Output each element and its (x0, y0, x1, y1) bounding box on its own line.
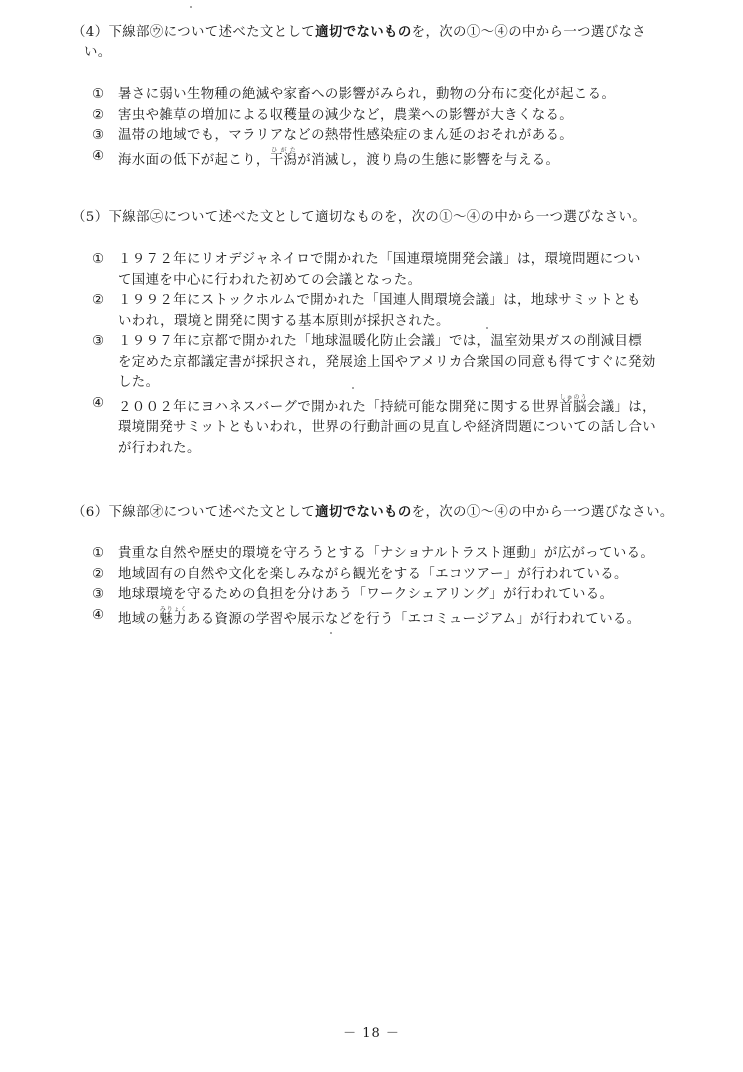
choice-line: した。 (118, 375, 160, 390)
question-4-prefix: （4）下線部 (72, 25, 150, 40)
choice-text: 地球環境を守るための負担を分けあう「ワークシェアリング」が行われている。 (118, 587, 614, 602)
choice-item (92, 85, 722, 106)
ruby-higata (269, 146, 298, 168)
question-4-instruction: を，次の①～④の中から一つ選びなさ (411, 25, 647, 40)
scan-speck (486, 327, 488, 329)
choice-text: 地域固有の自然や文化を楽しみながら観光をする「エコツアー」が行われている。 (118, 566, 628, 582)
question-4-choices (92, 85, 722, 171)
choice-text-part: 海水面の低下が起こり， (118, 152, 270, 168)
choice-line: が行われた。 (118, 440, 201, 456)
question-6-prefix: （6）下線部 (72, 505, 150, 520)
choice-text: 貴重な自然や歴史的環境を守ろうとする「ナショナルトラスト運動」が広がっている。 (118, 546, 655, 561)
ruby-base: 魅力 (159, 611, 187, 627)
choice-item (92, 332, 722, 394)
ruby-reading: しゅのう (559, 393, 587, 401)
scan-speck (352, 387, 354, 389)
question-4-instruction-cont: い。 (84, 45, 112, 60)
choice-line: を定めた京都議定書が採択され，発展途上国やアメリカ合衆国の同意も得てすぐに発効 (118, 354, 656, 370)
choice-text (118, 606, 722, 631)
ruby-reading: みりょく (159, 605, 187, 613)
choice-text-part: ある資源の学習や展示などを行う「エコミュージアム」が行われている。 (186, 611, 641, 627)
choice-text (118, 394, 722, 460)
choice-line: いわれ，環境と開発に関する基本原則が採択された。 (118, 313, 450, 329)
choice-item (92, 394, 722, 460)
question-5-prefix: （5）下線部 (72, 210, 150, 225)
question-6 (72, 502, 720, 523)
question-4-emphasis: 適切でないもの (315, 24, 412, 40)
choice-text: 害虫や雑草の増加による収穫量の減少など，農業への影響が大きくなる。 (118, 107, 574, 123)
choice-text: 温帯の地域でも，マラリアなどの熱帯性感染症のまん延のおそれがある。 (118, 128, 574, 143)
choice-text (118, 291, 722, 332)
ruby-miryoku (159, 605, 187, 627)
page-number: － 18 － (343, 1026, 400, 1041)
choice-item (92, 250, 722, 291)
ruby-shunou (559, 393, 587, 415)
choice-line: 環境開発サミットともいわれ，世界の行動計画の見直しや経済問題についての話し合い (118, 420, 657, 435)
choice-number: ② (92, 566, 105, 582)
choice-number: ① (92, 87, 105, 102)
choice-number: ④ (92, 395, 105, 411)
choice-number: ③ (92, 128, 105, 143)
choice-text-part: が消滅し，渡り鳥の生態に影響を与える。 (297, 152, 560, 168)
choice-item (92, 291, 722, 332)
choice-text-part: ２００２年にヨハネスバーグで開かれた「持続可能な開発に関する世界 (118, 399, 560, 415)
choice-text (118, 332, 722, 394)
choice-line: １９９２年にストックホルムで開かれた「国連人間環境会議」は，地球サミットとも (118, 293, 641, 308)
choice-line: １９７２年にリオデジャネイロで開かれた「国連環境開発会議」は，環境問題につい (118, 252, 641, 267)
question-5-choices (92, 250, 722, 459)
underline-marker-u: ㋒ (149, 25, 164, 40)
choice-item (92, 147, 722, 172)
choice-text (118, 147, 722, 172)
ruby-base: 干潟 (269, 152, 298, 168)
question-6-instruction: を，次の①～④の中から一つ選びなさい。 (411, 505, 674, 520)
choice-item (92, 126, 722, 147)
choice-text-part: 地域の (118, 611, 160, 627)
choice-number: ④ (92, 148, 105, 164)
choice-number: ② (92, 107, 105, 123)
choice-text: 暑さに弱い生物種の絶滅や家畜への影響がみられ，動物の分布に変化が起こる。 (118, 87, 616, 102)
question-4 (72, 22, 720, 63)
choice-line (118, 394, 722, 419)
choice-line: １９９７年に京都で開かれた「地球温暖化防止会議」では，温室効果ガスの削減目標 (118, 334, 643, 349)
scan-speck (330, 632, 332, 634)
ruby-base: 首脳 (559, 399, 587, 415)
choice-number: ① (92, 546, 105, 561)
choice-item (92, 585, 722, 606)
choice-item (92, 106, 722, 127)
question-6-emphasis: 適切でないもの (315, 504, 412, 520)
question-5-instruction: について述べた文として適切なものを，次の①～④の中から一つ選びなさい。 (163, 210, 647, 225)
question-4-mid: について述べた文として (163, 25, 316, 40)
choice-number: ③ (92, 334, 105, 349)
choice-line: て国連を中心に行われた初めての会議となった。 (118, 272, 422, 288)
choice-text-part: 会議」は， (586, 399, 656, 415)
choice-item (92, 565, 722, 586)
choice-item (92, 606, 722, 631)
ruby-reading: ひがた (269, 146, 298, 154)
choice-item (92, 544, 722, 565)
choice-number: ③ (92, 587, 105, 602)
underline-marker-e: ㋓ (149, 210, 164, 225)
question-6-mid: について述べた文として (163, 505, 316, 520)
scan-speck (190, 6, 192, 8)
question-5 (72, 208, 720, 228)
underline-marker-o: ㋔ (149, 505, 164, 520)
choice-text (118, 250, 722, 291)
choice-number: ④ (92, 607, 105, 623)
question-6-choices (92, 544, 722, 630)
choice-number: ② (92, 293, 105, 308)
choice-number: ① (92, 252, 105, 267)
